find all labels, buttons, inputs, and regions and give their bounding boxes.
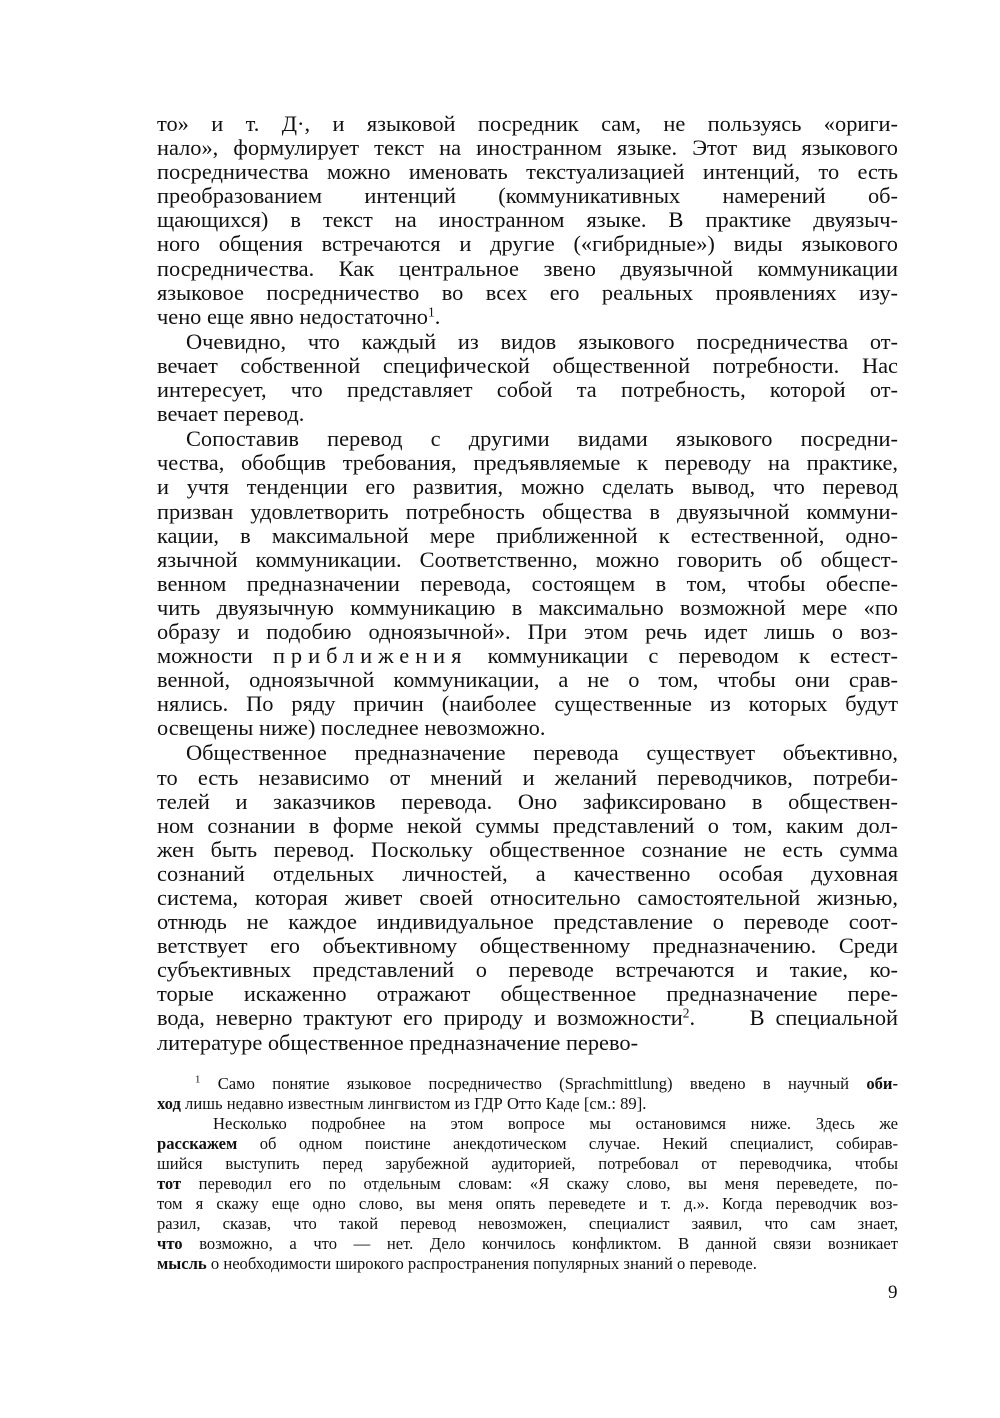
footnotes [157, 1074, 898, 1274]
text-line: кации, в максимальной мере приближенной к естественной, одно- [157, 522, 898, 548]
text-line: призван удовлетворить потребность общества в двуязычной коммуни- [157, 498, 898, 524]
text-line: нало», формулирует текст на иностранном языке. Этот вид языкового [157, 135, 898, 161]
text-line: и учтя тенденции его развития, можно сделать вывод, что перевод [157, 474, 898, 500]
text-fragment: лишь недавно известным лингвистом из ГДР Отто Каде [см.: 89]. [180, 1094, 647, 1113]
bold-fragment: оби- [866, 1074, 898, 1093]
text-line: щающихся) в текст на иностранном языке. В практике двуязыч- [157, 207, 898, 233]
text-fragment: возможно, а что — нет. Дело кончилось конфликтом. В данной связи возникает [182, 1234, 898, 1253]
text-line: чества, обобщив требования, предъявляемые к переводу на практике, [157, 450, 898, 476]
text-fragment: об одном поистине анекдотическом случае. Некий специалист, собирав- [237, 1134, 898, 1153]
text-fragment: переводил его по отдельным словам: «Я скажу слово, вы меня переведете, по- [181, 1174, 898, 1193]
text-fragment: можности [157, 643, 273, 669]
text-line: жен быть перевод. Поскольку общественное сознание не есть сумма [157, 836, 898, 862]
bold-fragment: ход [157, 1094, 181, 1113]
text-line: телей и заказчиков перевода. Оно зафиксировано в обществен- [157, 788, 898, 814]
text-line: система, которая живет своей относительно самостоятельной жизнью, [157, 885, 898, 910]
main-text [157, 112, 898, 1055]
footnote-2 [157, 1114, 898, 1274]
page-body [157, 112, 898, 1055]
text-line [157, 1006, 898, 1030]
footnote-ref-1[interactable]: 1 [428, 304, 435, 320]
text-line: Очевидно, что каждый из видов языкового посредничества от- [186, 328, 898, 354]
text-line: языковое посредничество во всех его реальных проявлениях изу- [157, 279, 898, 305]
text-line: то» и т. Д·, и языковой посредник сам, не пользуясь «ориги- [157, 111, 898, 136]
paragraph [157, 741, 898, 1054]
text-fragment: вода, неверно трактуют его природу и возможности [157, 1005, 683, 1031]
text-fragment: коммуникации с переводом к естест- [467, 643, 898, 669]
text-line: литературе общественное предназначение перево- [157, 1029, 639, 1055]
text-line: образу и подобию одноязычной». При этом речь идет лишь о воз- [157, 618, 898, 644]
emphasized-spaced-word: приближения [272, 643, 468, 669]
footnote-ref-2[interactable]: 2 [682, 1006, 690, 1022]
text-fragment: Само понятие языковое посредничество (Sprachmittlung) введено в научный [200, 1074, 867, 1093]
text-line: преобразованием интенций (коммуникативных намерений об- [157, 183, 898, 209]
footnote-line [157, 1094, 898, 1114]
text-line: нялись. По ряду причин (наиболее существенные из которых будут [157, 691, 898, 717]
text-line: ном сознании в форме некой суммы представлений о том, каким дол- [157, 812, 898, 838]
text-line: интересует, что представляет собой та потребность, которой от- [157, 377, 898, 403]
bold-fragment: мысль [157, 1254, 207, 1273]
text-line [157, 644, 898, 668]
footnote-marker-1: 1 [195, 1073, 201, 1086]
text-line: сознаний отдельных личностей, а качественно особая духовная [157, 860, 898, 886]
text-line [157, 305, 898, 329]
text-line: ветствует его объективному общественному предназначению. Среди [157, 933, 898, 959]
page-number: 9 [888, 1282, 898, 1303]
text-fragment: о необходимости широкого распространения популярных знаний о переводе. [206, 1254, 757, 1273]
footnote-line: разил, сказав, что такой перевод невозможен, специалист заявил, что сам знает, [157, 1214, 898, 1233]
text-line: посредничества. Как центральное звено двуязычной коммуникации [157, 255, 898, 281]
text-line: вечает перевод. [157, 401, 305, 427]
footnote-1 [157, 1074, 898, 1114]
bold-fragment: что [157, 1234, 183, 1253]
text-line: венной, одноязычной коммуникации, а не о том, чтобы они срав- [157, 667, 898, 693]
footnote-line [157, 1174, 898, 1194]
text-line: чить двуязычную коммуникацию в максимально возможной мере «по [157, 594, 898, 620]
text-line: Общественное предназначение перевода существует объективно, [186, 740, 898, 766]
footnote-line: том я скажу еще одно слово, вы меня опять переведете и т. д.». Когда переводчик воз- [157, 1194, 898, 1213]
footnote-line [157, 1234, 898, 1254]
paragraph [157, 330, 898, 426]
footnote-line [157, 1074, 898, 1094]
text-line: посредничества можно именовать текстуализацией интенций, то есть [157, 159, 898, 185]
bold-fragment: расскажем [157, 1134, 238, 1153]
text-line: ного общения встречаются и другие («гибридные») виды языкового [157, 231, 898, 257]
text-fragment: . В специальной [689, 1005, 898, 1031]
text-line: язычной коммуникации. Соответственно, можно говорить об общест- [157, 546, 898, 572]
text-line: торые искаженно отражают общественное предназначение пере- [157, 981, 898, 1007]
footnote-line: шийся выступить перед зарубежной аудиторией, потребовал от переводчика, чтобы [157, 1154, 898, 1173]
text-line: субъективных представлений о переводе встречаются и такие, ко- [157, 957, 898, 983]
footnote-line: Несколько подробнее на этом вопросе мы остановимся ниже. Здесь же [213, 1114, 898, 1133]
text-fragment: чено еще явно недостаточно [157, 303, 429, 329]
text-line: Сопоставив перевод с другими видами языкового посредни- [186, 426, 898, 452]
text-line: освещены ниже) последнее невозможно. [157, 715, 546, 741]
paragraph [157, 427, 898, 740]
text-line: вечает собственной специфической общественной потребности. Нас [157, 352, 898, 378]
text-line: венном предназначении перевода, состоящем в том, чтобы обеспе- [157, 570, 898, 596]
paragraph-continued [157, 112, 898, 329]
footnote-line [157, 1134, 898, 1154]
text-fragment: . [434, 303, 441, 329]
text-line: отнюдь не каждое индивидуальное представление о переводе соот- [157, 909, 898, 935]
footnote-line [157, 1254, 898, 1274]
text-line: то есть независимо от мнений и желаний переводчиков, потреби- [157, 764, 898, 790]
bold-fragment: тот [157, 1174, 182, 1193]
